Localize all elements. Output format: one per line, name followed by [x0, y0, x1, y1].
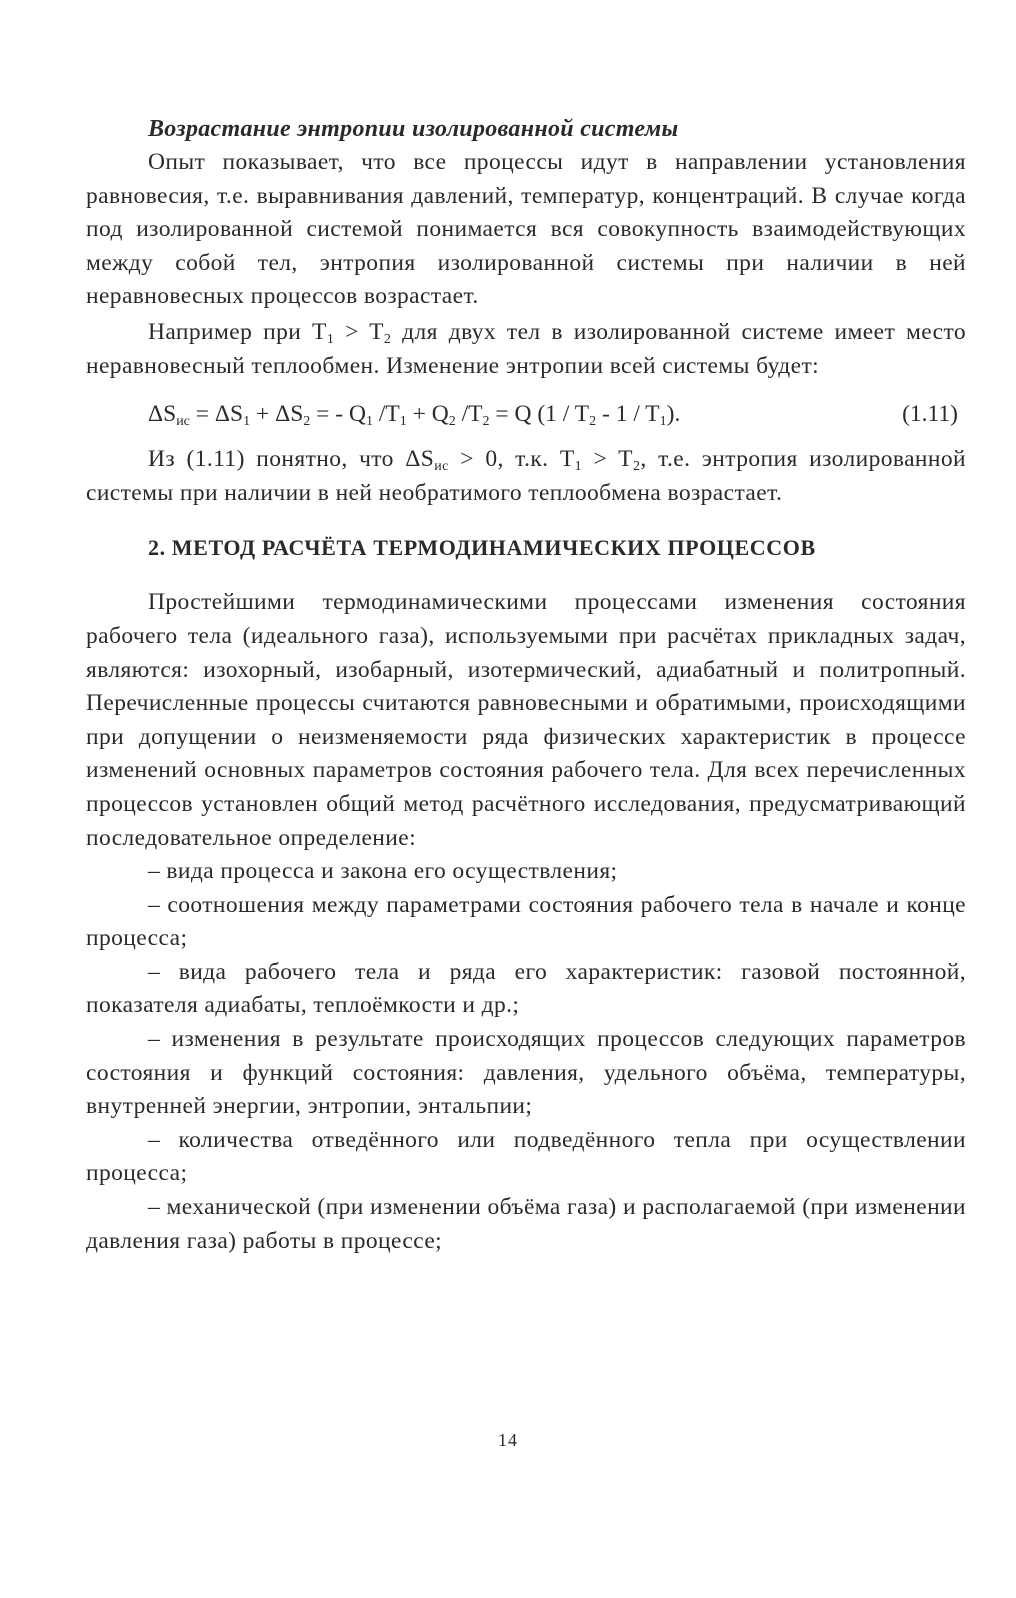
page-number: 14: [498, 1430, 518, 1450]
page-content: [86, 112, 966, 1258]
paragraph-equilibrium: Опыт показывает, что все процессы идут в направлении установления равновесия, т.е. выравнивания давлений, температур, концентраций. В случае когда под изолированной системой понимается вся совокупность взаимодействующих между собой тел, энтропия изолированной системы при наличии в ней неравновесных процессов возрастает.: [86, 149, 966, 310]
paragraph-example: Например при $T_1 > T_2$ для двух тел в изолированной системе имеет место неравновесный теплообмен. Изменение энтропии всей системы будет:: [86, 318, 966, 379]
formula-1-11: [86, 397, 966, 431]
equation-number: (1.11): [902, 401, 958, 428]
list-item: – вида процесса и закона его осуществления;: [148, 858, 618, 885]
paragraph-conclusion: Из (1.11) понятно, что $\Delta S_{ис} > 0$, т.к. $T_1 > T_2$, т.е. энтропия изолированной системы при наличии в ней необратимого теплообмена возрастает.: [86, 446, 966, 506]
list-item: – механической (при изменении объёма газа) и располагаемой (при изменении давления газа) работы в процессе;: [86, 1194, 966, 1254]
subsection-title: Возрастание энтропии изолированной системы: [148, 116, 679, 142]
list-item: – вида рабочего тела и ряда его характеристик: газовой постоянной, показателя адиабаты, теплоёмкости и др.;: [86, 958, 966, 1019]
list-item: – изменения в результате происходящих процессов следующих параметров состояния и функций состояния: давления, удельного объёма, температуры, внутренней энергии, энтропии, энтальпии;: [86, 1026, 966, 1120]
section-title: 2. МЕТОД РАСЧЁТА ТЕРМОДИНАМИЧЕСКИХ ПРОЦЕССОВ: [148, 535, 816, 561]
paragraph-section-intro: Простейшими термодинамическими процессами изменения состояния рабочего тела (идеального газа), используемыми при расчётах прикладных задач, являются: изохорный, изобарный, изотермический, адиабатный и политропный. Перечисленные процессы считаются равновесными и обратимыми, происходящими при допущении о неизменяемости ряда физических характеристик в процессе изменений основных параметров состояния рабочего тела. Для всех перечисленных процессов установлен общий метод расчётного исследования, предусматривающий последовательное определение:: [86, 589, 966, 851]
list-item: – количества отведённого или подведённого тепла при осуществлении процесса;: [86, 1126, 966, 1187]
list-item: – соотношения между параметрами состояния рабочего тела в начале и конце процесса;: [86, 891, 966, 952]
formula-expression: $\Delta S_{ис} = \Delta S_1 + \Delta S_2$ = - $Q_1$ $/T_1 + Q_2$ $/T_2 = Q$ $(1 / T_2 - 1 / T_1)$.: [148, 401, 681, 430]
